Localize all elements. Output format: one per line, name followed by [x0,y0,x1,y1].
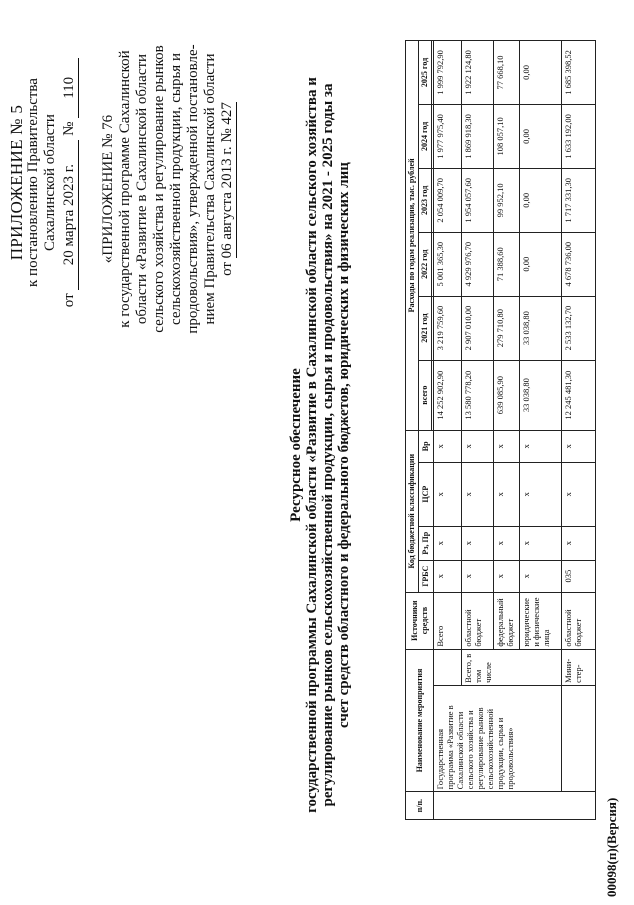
cell-2025: 77 668,10 [494,41,520,105]
col-header-kbk: Код бюджетной классификации [406,430,419,592]
cell-2021: 33 038,80 [520,296,562,360]
heading-line: регулирование рынков сельскохозяйственной продукции, сырья и продовольствия» на 2021 - 2025 годы за [320,83,336,807]
cell-csr: x [562,462,596,526]
cell-2025: 1 922 124,80 [462,41,494,105]
number-label: № [61,121,77,136]
cell-num [434,792,596,820]
appendix-line-2: Сахалинской области [42,114,58,251]
appendix-76-title: «ПРИЛОЖЕНИЕ № 76 [100,114,116,264]
header-row [406,41,419,820]
cell-vr: x [462,430,494,462]
cell-vr: x [562,430,596,462]
appendix-76-from-label: от [219,262,235,276]
cell-rzpr: x [434,526,462,560]
cell-vr: x [494,430,520,462]
cell-grbs: x [434,560,462,592]
cell-rzpr: x [494,526,520,560]
cell-grbs: x [494,560,520,592]
cell-2024: 1 977 975,40 [434,104,462,168]
col-header-num: п/п. [406,792,434,820]
cell-2022: 4 929 976,70 [462,232,494,296]
cell-2025: 1 999 792,90 [434,41,462,105]
appendix-76-line: области «Развитие в Сахалинской области [134,53,150,325]
decree-date-line [61,20,79,345]
cell-2023: 1 954 057,60 [462,168,494,232]
cell-csr: x [462,462,494,526]
cell-vr: x [520,430,562,462]
document-code: 00098(п)(Версия) [604,797,619,897]
table-row [434,41,462,820]
cell-source: Всего [434,592,462,649]
cell-2025: 0,00 [520,41,562,105]
cell-2022: 5 001 365,30 [434,232,462,296]
col-header-rzpr: Рз, Пр [419,526,434,560]
table-row [562,41,596,820]
heading-line: государственной программы Сахалинской области «Развитие в Сахалинской области сельского хозяйства и [304,77,320,813]
cell-csr: x [434,462,462,526]
appendix-76-line: нием Правительства Сахалинской области [202,53,218,325]
appendix-title: ПРИЛОЖЕНИЕ № 5 [7,104,26,261]
cell-2024: 108 057,10 [494,104,520,168]
cell-2021: 279 710,80 [494,296,520,360]
col-header-total: всего [419,360,432,430]
cell-vr: x [434,430,462,462]
cell-total: 13 580 778,20 [462,360,494,430]
cell-csr: x [520,462,562,526]
col-header-2025: 2025 год [419,41,432,105]
cell-grbs: 035 [562,560,596,592]
cell-2022: 71 388,60 [494,232,520,296]
decree-date: 20 марта 2023 г. [61,140,79,290]
cell-total: 14 252 902,90 [434,360,462,430]
col-header-2023: 2023 год [419,168,432,232]
cell-2024: 0,00 [520,104,562,168]
appendix-block [8,20,79,345]
cell-csr: x [494,462,520,526]
cell-total: 12 245 481,30 [562,360,596,430]
col-header-source: Источники средств [406,592,434,649]
cell-rzpr: x [520,526,562,560]
appendix-line-1: к постановлению Правительства [25,78,41,287]
appendix-76-line: к государственной программе Сахалинской [117,50,133,328]
cell-ministry-label: Мини-стер- [562,649,596,685]
cell-source: областной бюджет [562,592,596,649]
cell-2021: 3 219 759,60 [434,296,462,360]
cell-total: 33 038,80 [520,360,562,430]
cell-2024: 1 633 192,00 [562,104,596,168]
appendix-76-from [219,9,237,369]
cell-2023: 99 952,10 [494,168,520,232]
appendix-76-line: продовольствия», утвержденной постановле- [185,44,201,334]
cell-total: 639 085,90 [494,360,520,430]
cell-2024: 1 869 918,30 [462,104,494,168]
document-heading [288,5,352,885]
cell-grbs: x [520,560,562,592]
cell-2023: 1 717 331,30 [562,168,596,232]
appendix-76-line: сельскохозяйственной продукции, сырья и [168,53,184,325]
from-label: от [61,293,77,308]
cell-2023: 0,00 [520,168,562,232]
cell-source: федеральный бюджет [494,592,520,649]
cell-rzpr: x [462,526,494,560]
cell-program-name: Государственная программа «Развитие в Сахалинской области сельского хозяйства и регулирование рынков сельскохозяйственной продукции, сырья и продовольствия» [434,685,562,791]
col-header-csr: ЦСР [419,462,434,526]
cell-source: юридические и физические лица [520,592,562,649]
cell-rzpr: x [562,526,596,560]
cell-2021: 2 533 132,70 [562,296,596,360]
col-header-grbs: ГРБС [419,560,434,592]
col-header-2024: 2024 год [419,104,432,168]
decree-number: 110 [61,58,79,118]
col-header-2022: 2022 год [419,232,432,296]
appendix-76-block [100,9,237,369]
cell-incl-label: Всего, в том числе [462,649,562,685]
appendix-76-from-date: 06 августа 2013 г. № 427 [219,102,235,259]
resource-table [405,40,596,820]
col-header-2021: 2021 год [419,296,432,360]
col-header-name: Наименование мероприятия [406,649,434,792]
appendix-76-line: сельского хозяйства и регулирование рынков [151,45,167,333]
cell-2021: 2 907 010,00 [462,296,494,360]
cell-2025: 1 685 398,52 [562,41,596,105]
cell-source: областной бюджет [462,592,494,649]
heading-title: Ресурсное обеспечение [288,368,304,522]
cell-2023: 2 054 009,70 [434,168,462,232]
col-header-vr: Вр [419,430,434,462]
col-header-expenses: Расходы по годам реализации, тыс. рублей [406,41,419,431]
cell-2022: 0,00 [520,232,562,296]
heading-line: счет средств областного и федерального бюджетов, юридических и физических лиц [336,162,352,728]
cell-2022: 4 678 736,00 [562,232,596,296]
cell-grbs: x [462,560,494,592]
